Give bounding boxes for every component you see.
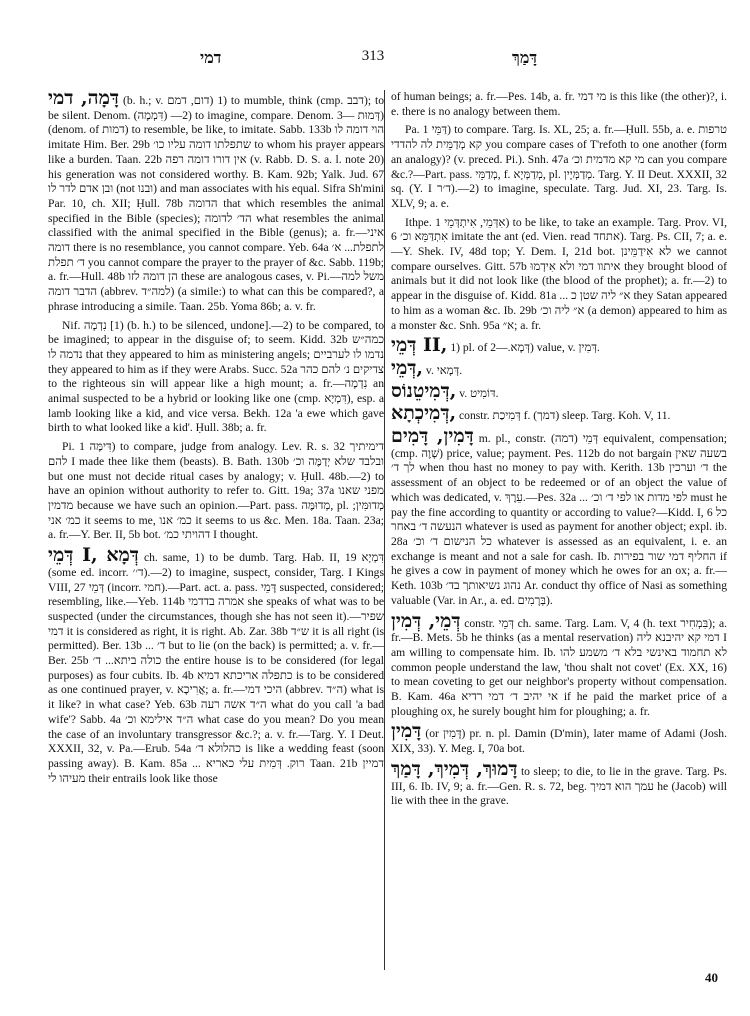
entry-text: Nif. נִדְמָה [1) (b. h.) to be silenced, undone].—2) to be compared, to be imagined; to appear in the disguise of; to seem. Kidd. 32b כמה״ש נדמה לו that they appeared to him as ministering angels; נדמו לו לערביים they appeared to him as if they were Arabs. Succ. 52a צדיקים נ׳ להם כהר to the righteous sin will appear like a high mount; a. fr.—נִדְמָה an animal suspected to be a hybrid or looking like one (cmp. דִּמְיָא), esp. a lamb looking like a kid, and vice versa. Bekh. 12a 'a ewe which gave birth to what looked like a kid'. Ḥull. 38b; a. fr. [48,318,384,435]
dictionary-entry [48,544,384,786]
entry-text: (b. h.; v. דום, דמם) 1) to mumble, think (cmp. דבב); to be silent. Denom. (דִּמְמָה) —2) to imagine, compare. Denom. דְּמוּת —3) (denom. of דמות) to resemble, be like, to imitate. Sabb. 133b הוי דומה לו imitate Him. Ber. 29b שתפלתו דומה עליו כו׳ to whom his prayer appears like a burden. Taan. 22b אין דורו דומה רפה (v. Rabb. D. S. a. l. note 20) his generation was not considered worthy. B. Kam. 92b; Yalk. Jud. 67 ובן אדם לדר לו (not ובנו) and man associates with his equal. Sifra Sh'mini Par. 10, ch. XII; Ḥull. 78b הדומה that which resembles the animal specified in the Bible (species); הד׳ לדומה what resembles the animal classified with the animal specified in the Bible (genus); a. fr.—איני דומה there is no resemblance, you cannot compare. Yeb. 64a לתפלת... א׳ ד׳ תפלת you cannot compare the prayer to the prayer of &c. Sabb. 119b; a. fr.—Hull. 48b הן דומה לזו these are analogous cases, v. Pi.—משל למה הדבר דומה (abbrev. למה״ד) (a simile:) to what can this be compared?, a phrase introducing a simile. Taan. 25b. Yoma 86b; a. v. fr. [48,94,384,313]
entry-text: m. pl., constr. דְּמֵי (דמה) equivalent, compensation; (cmp. שָׁוֶה) price, value; payment. Pes. 112b do not bargain בשעה שאין לך ד׳ when thou hast no money to pay with. Kerith. 13b ד׳ וערכין the assessment of an object to be redeemed or of an object the value of which was dedicated, v. עֵרֶךְ.—Pes. 32a ... לפי מדות או לפי ד׳ וכ׳ must he pay the fine according to quantity or according to value?—Kidd. I, 6 כל הנעשה ד׳ באחר whatever is used as payment for another object; expl. ib. 28a כל הנישום ד׳ וכ׳ whatever is assessed as an equivalent, i. e. an exchange is meant and not a sale for cash. Ib. החליף דמי שור בפירות if he gives a cow in payment of money which he owes for an ox; a. fr.—Keth. 103b נהוג נשיאותך בד׳ Ar. conduct thy office of Nasi as something valuable (Var. in Ar., a. ed. בְּרָמִים). [391,432,727,607]
running-header [0,48,750,72]
entry-headword: דְּמֵי, [391,356,424,379]
entry-text: 1) pl. of דְּמָא.—2) value, v. דְּמִין. [450,341,600,355]
signature-mark: 40 [705,970,718,985]
entry-text: of human beings; a. fr.—Pes. 14b, a. fr. מי דמי is this like (the other)?, i. e. there is no analogy between them. [391,90,727,118]
entry-text: constr. דְּמֵי ch. same. Targ. Lam. V, 4 (h. text בִּמְחִיר); a. fr.—B. Mets. 5b he thinks (as a mental reservation) דמי קא יהיבנא ליה I am willing to compensate him. Ib. לא תחמוד באינשי בלא ד׳ משמע להו common people understand the law, 'thou shalt not covet' (Ex. XX, 16) to mean coveting to get our neighbor's property without compensation. B. Kam. 46a אי יהיב ד׳ דמי רדיא if he paid the market price of a ploughing ox, he surely bought him for ploughing; a. fr. [391,616,727,718]
dictionary-entry [391,334,727,357]
entry-headword: דָּמִין, דָּמִים [391,425,474,448]
dictionary-entry [391,216,727,334]
entry-headword: דְּמִיכְתָא, [391,402,457,425]
entry-text: to sleep; to die, to lie in the grave. Targ. Ps. III, 6. Ib. IV, 9; a. fr.—Gen. R. s. 72, beg. עמך הוא דמיך he (Jacob) will lie with thee in the grave. [391,764,727,808]
entry-text: ch. same, 1) to be dumb. Targ. Hab. II, 19 דִּמְיָא (some ed. incorr. ד׳׳).—2) to imagine, suspect, consider, Targ. I Kings VIII, 27 דְּמֵי (incorr. חמי).—Part. act. a. pass. דָּמֵי suspected, considered; resembling, like.—Yeb. 114b אמרה בדדמי she speaks of what was to be suspected (under the circumstances, though she has not seen it).—שפיר דמי it is considered as right, it is right. Ab. Zar. 38b ש״ד it is all right (is permitted). Ber. 13b ... ד׳ but to lie (on the back) is permitted; a. v. fr.—Ber. 25b כולה ביתא... ד׳ the entire house is to be considered (for legal purposes) as four cubits. Ib. 4b כתפלה אריכתא דמיא is to be considered as one continued prayer, v. אֲרִיכָא; a. fr.—היכי דמי (abbrev. ה״ד) what is it like? in what case? Yeb. 63b ה״ד אשה רעה what do you call 'a bad wife'? Sabb. 4a ה״ד אילימא וכ׳ what case do you mean? Do you mean the case of an involuntary transgressor &c.?; a. v. fr.—Targ. Y. I Deut. XXXII, 32, v. Pa.—Erub. 54a כהלולא ד׳ is like a wedding feast (soon passing away). B. Kam. 85a ... רוק. דְּמִית עלי כאריא Taan. 21b דמיין מעיהו לי their entrails look like those [48,551,384,785]
entry-text: Pi. דִּימָּה 1) to compare, judge from analogy. Lev. R. s. 32 דימיתיך להם I made thee like them (beasts). B. Bath. 130b ובלבד שלא יְדַמֶּה וכ׳ but one must not decide ritual cases by analogy; v. Ḥull. 48b.—2) to have an opinion without authority to refer to. Gitt. 19a; 37a מפני שאנו מדמין because we have such an opinion.—Part. pass. מְדוּמֶּה, pl. מְדוּמִּין; כמ׳ אני it seems to me, כמ׳ אנו it seems to us &c. Men. 18a. Taan. 23a; a. fr.—Y. Ber. II, 5b bot. דהויתי כמ׳ I thought. [48,440,384,542]
entry-text: v. דְּמָאי. [425,363,463,377]
dictionary-entry [391,720,727,756]
right-column [391,90,727,985]
entry-headword: דָּמִין [391,720,422,743]
header-right-word: דָּמַךְ [512,48,538,67]
entry-text: Pa. דַּמֵּי 1) to compare. Targ. Is. XL, 25; a. fr.—Ḥull. 55b, a. e. טרפות קא מְדַמֵּית לה להדדי you compare cases of T'refoth to one another (form an analogy)? (v. preced. Pi.). Snh. 47a מי קא מדמית וכ׳ can you compare &c.?—Part. pass. מְדַמֵּי, f. מְדַמְּיָא, pl. מְדַמְּיָין. Targ. Y. II Deut. XXXII, 32 sq. (Y. I ד׳ר).—2) to imagine, speculate. Targ. Jud. XI, 23. Targ. Is. XLV, 9; a. e. [391,123,727,210]
entry-text: (or דָּמִין) pr. n. pl. Damin (D'min), later mame of Adami (Josh. XIX, 33). Y. Meg. I, 70a bot. [391,727,727,756]
dictionary-entry [391,356,727,379]
entry-text: constr. דְּמִיכַת f. (דמך) sleep. Targ. Koh. V, 11. [459,409,671,423]
dictionary-entry [391,425,727,608]
dictionary-entry [391,609,727,720]
dictionary-entry [48,440,384,543]
column-divider [384,90,385,970]
dictionary-entry [391,90,727,119]
entry-headword: דְּמֵי, דְּמִין [391,609,461,632]
entry-text: Ithpe. אִדְּמֵי, אִיתְדְּמֵי 1) to be like, to take an example. Targ. Prov. VI, 6 אִתְדַּמֵּא וכ׳ imitate the ant (ed. Vien. read אתחד). Targ. Ps. CII, 7; a. e.—Y. Shek. IV, 48d top; Y. Dem. I, 21d bot. לא אִידַמֵּינן we cannot compare ourselves. Gitt. 57b איתוו דמי ולא אִידְמוּ they brought blood of animals but it did not look like (the blood of the prophet); a. fr.—2) to appear in the disguise of. Kidd. 81a ... א״ ליה שטן כ they Satan appeared to him as a woman &c. Ib. 29b א״ ליה וכ׳ (a demon) appeared to him as a monster &c. Snh. 95a א״; a. fr. [391,215,727,332]
dictionary-entry [48,319,384,437]
dictionary-entry [391,379,727,402]
entry-headword: דָּמוּךְ, דְּמִיךְ, דָּמַךְ [391,757,518,780]
dictionary-entry [391,402,727,425]
dictionary-entry [391,123,727,211]
dictionary-entry [391,757,727,809]
dictionary-entry [48,90,384,315]
entry-text: v. דּוֹמִיט. [459,386,499,400]
entry-headword: דָּמָה, דמי [48,90,119,109]
left-column [48,90,384,985]
page-number: 313 [361,48,385,64]
header-left-word: דמי [200,48,222,67]
entry-headword: דְּמֵי I, דְּמָא [48,544,139,567]
entry-headword: דְּמֵי II, [391,334,448,357]
entry-headword: דְּמִיטֵנוֹס, [391,379,457,402]
